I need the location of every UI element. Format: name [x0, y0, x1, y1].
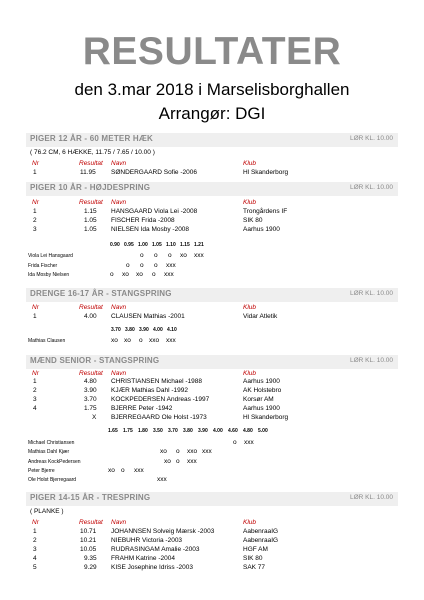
col-nr-header: Nr	[32, 519, 39, 526]
row-nr: 4	[33, 405, 37, 412]
row-name: KOCKPEDERSEN Andreas -1997	[111, 396, 210, 403]
attempt-mark: xo	[136, 271, 143, 278]
row-result: 4.80	[84, 378, 97, 385]
row-club: SAK 77	[243, 564, 266, 571]
section-time: LØR KL. 10.00	[350, 135, 393, 142]
height-label: 3.80	[183, 428, 193, 434]
row-club: HGF AM	[243, 546, 268, 553]
attempt-athlete: Peter Bjerre	[28, 468, 55, 474]
height-label: 4.00	[213, 428, 223, 434]
attempt-mark: xxx	[194, 252, 204, 259]
row-result: 3.70	[84, 396, 97, 403]
row-nr: 2	[33, 537, 37, 544]
col-name-header: Navn	[111, 199, 127, 206]
section-heading: PIGER 10 ÅR - HØJDESPRING	[30, 183, 151, 192]
row-club: AabenraaIG	[243, 537, 279, 544]
row-name: BJERRE Peter -1942	[111, 405, 173, 412]
row-nr: 2	[33, 217, 37, 224]
height-label: 3.80	[125, 327, 135, 333]
attempt-mark: xxo	[187, 448, 198, 455]
row-club: Hl Skanderborg	[243, 414, 289, 421]
attempt-mark: o	[168, 252, 172, 259]
height-label: 1.15	[180, 242, 190, 248]
section-heading: PIGER 12 ÅR - 60 METER HÆK	[30, 134, 154, 143]
row-name: KISE Josephine Idriss -2003	[111, 564, 194, 571]
attempt-mark: xxx	[187, 458, 197, 465]
attempt-athlete: Mathias Clausen	[28, 338, 66, 344]
col-nr-header: Nr	[32, 370, 39, 377]
attempt-mark: xxx	[157, 476, 167, 483]
attempt-athlete: Ida Mosby Nielsen	[28, 272, 70, 278]
row-result: 10.05	[80, 546, 97, 553]
row-club: Vidar Atletik	[243, 313, 278, 320]
section-header	[26, 288, 398, 302]
row-result: 1.05	[84, 226, 97, 233]
col-name-header: Navn	[111, 160, 127, 167]
attempt-mark: xxx	[202, 448, 212, 455]
col-result-header: Resultat	[79, 160, 103, 167]
row-club: Trongårdens IF	[243, 208, 288, 215]
row-name: KJÆR Mathias Dahl -1992	[111, 387, 188, 394]
col-name-header: Navn	[111, 370, 127, 377]
col-club-header: Klub	[243, 519, 257, 526]
attempt-mark: xxo	[149, 337, 160, 344]
height-label: 4.60	[228, 428, 238, 434]
event-subtitle: den 3.mar 2018 i Marselisborghallen	[74, 80, 350, 99]
section-time: LØR KL. 10.00	[350, 184, 393, 191]
section-time: LØR KL. 10.00	[350, 290, 393, 297]
attempt-mark: o	[140, 252, 144, 259]
row-club: SIK 80	[243, 555, 263, 562]
row-result: 4.00	[84, 313, 97, 320]
col-club-header: Klub	[243, 370, 257, 377]
row-club: Aarhus 1900	[243, 378, 280, 385]
row-result: X	[92, 414, 97, 421]
row-result: 1.15	[84, 208, 97, 215]
attempt-mark: xxx	[164, 271, 174, 278]
height-label: 4.00	[153, 327, 163, 333]
attempt-mark: o	[140, 262, 144, 269]
section-header	[26, 492, 398, 506]
row-name: CHRISTIANSEN Michael -1988	[111, 378, 203, 385]
height-label: 3.90	[198, 428, 208, 434]
section-header	[26, 182, 398, 196]
attempt-athlete: Andreas KockPedersen	[28, 459, 81, 465]
height-label: 0.95	[124, 242, 134, 248]
height-label: 1.75	[123, 428, 133, 434]
page-title: RESULTATER	[82, 30, 342, 73]
row-result: 9.35	[84, 555, 97, 562]
col-nr-header: Nr	[32, 160, 39, 167]
attempt-athlete: Ole Holst Bjerregaard	[28, 477, 77, 483]
attempt-mark: xo	[160, 448, 167, 455]
col-result-header: Resultat	[79, 519, 103, 526]
row-result: 11.95	[80, 169, 96, 176]
height-label: 1.80	[138, 428, 148, 434]
row-nr: 2	[33, 387, 37, 394]
row-nr: 1	[33, 378, 37, 385]
section-header	[26, 133, 398, 147]
height-label: 4.10	[167, 327, 177, 333]
attempt-mark: o	[152, 271, 156, 278]
section-heading: DRENGE 16-17 ÅR - STANGSPRING	[30, 289, 172, 298]
attempt-mark: o	[233, 439, 237, 446]
col-name-header: Navn	[111, 519, 127, 526]
height-label: 5.00	[258, 428, 268, 434]
attempt-mark: xo	[164, 458, 171, 465]
attempt-mark: o	[176, 448, 180, 455]
height-label: 1.65	[108, 428, 118, 434]
height-label: 1.10	[166, 242, 176, 248]
row-name: JOHANNSEN Solveig Mærsk -2003	[111, 528, 215, 535]
col-club-header: Klub	[243, 160, 257, 167]
height-label: 1.05	[152, 242, 162, 248]
col-result-header: Resultat	[79, 199, 103, 206]
height-label: 3.90	[139, 327, 149, 333]
section-time: LØR KL. 10.00	[350, 357, 393, 364]
attempt-athlete: Frida Fischer	[28, 263, 58, 269]
row-nr: 5	[33, 564, 37, 571]
row-club: Aarhus 1900	[243, 226, 280, 233]
row-club: AK Holstebro	[243, 387, 282, 394]
col-nr-header: Nr	[32, 304, 39, 311]
row-name: NIELSEN Ida Mosby -2008	[111, 226, 190, 233]
row-nr: 3	[33, 396, 37, 403]
row-name: FRAHM Katrine -2004	[111, 555, 175, 562]
row-club: SIK 80	[243, 217, 263, 224]
col-club-header: Klub	[243, 304, 257, 311]
section-heading: PIGER 14-15 ÅR - TRESPRING	[30, 493, 151, 502]
attempt-mark: xxx	[166, 262, 176, 269]
attempt-mark: o	[121, 467, 125, 474]
row-nr: 1	[33, 528, 37, 535]
section-note: ( PLANKE )	[30, 508, 64, 515]
attempt-mark: xo	[108, 467, 115, 474]
attempt-mark: o	[126, 262, 130, 269]
attempt-mark: xxx	[134, 467, 144, 474]
attempt-mark: xxx	[244, 439, 254, 446]
attempt-athlete: Viola Lei Hansgaard	[28, 253, 73, 259]
attempt-mark: o	[176, 458, 180, 465]
height-label: 1.21	[194, 242, 204, 248]
height-label: 3.50	[153, 428, 163, 434]
attempt-athlete: Mathias Dahl Kjær	[28, 449, 70, 455]
row-name: RUDRASINGAM Amalie -2003	[111, 546, 200, 553]
section-header	[26, 355, 398, 369]
row-result: 3.90	[84, 387, 97, 394]
row-result: 9.29	[84, 564, 97, 571]
attempt-mark: xo	[124, 337, 131, 344]
attempt-mark: o	[154, 252, 158, 259]
height-label: 4.80	[243, 428, 253, 434]
col-result-header: Resultat	[79, 370, 103, 377]
row-result: 1.05	[84, 217, 97, 224]
section-time: LØR KL. 10.00	[350, 494, 393, 501]
row-nr: 3	[33, 546, 37, 553]
col-club-header: Klub	[243, 199, 257, 206]
height-label: 0.90	[110, 242, 120, 248]
col-nr-header: Nr	[32, 199, 39, 206]
attempt-mark: o	[110, 271, 114, 278]
organizer-line: Arrangør: DGI	[158, 104, 266, 123]
row-name: NIEBUHR Victoria -2003	[111, 537, 183, 544]
row-result: 10.71	[80, 528, 97, 535]
section-note: ( 76.2 CM, 6 HÆKKE, 11.75 / 7.65 / 10.00 )	[30, 149, 155, 156]
height-label: 1.00	[138, 242, 148, 248]
attempt-mark: xo	[180, 252, 187, 259]
row-nr: 3	[33, 226, 37, 233]
row-result: 1.75	[84, 405, 97, 412]
height-label: 3.70	[168, 428, 178, 434]
attempt-mark: xxx	[166, 337, 176, 344]
attempt-mark: xo	[111, 337, 118, 344]
section-heading: MÆND SENIOR - STANGSPRING	[30, 356, 160, 365]
row-club: Korsør AM	[243, 396, 274, 403]
height-label: 3.70	[111, 327, 121, 333]
attempt-mark: o	[139, 337, 143, 344]
row-result: 10.21	[80, 537, 97, 544]
row-club: AabenraaIG	[243, 528, 279, 535]
row-club: Aarhus 1900	[243, 405, 280, 412]
row-name: FISCHER Frida -2008	[111, 217, 175, 224]
row-nr: 1	[33, 313, 37, 320]
attempt-athlete: Michael Christiansen	[28, 440, 75, 446]
row-name: SØNDERGAARD Sofie -2006	[111, 169, 197, 176]
col-name-header: Navn	[111, 304, 127, 311]
row-name: BJERREGAARD Ole Holst -1973	[111, 414, 207, 421]
attempt-mark: xo	[122, 271, 129, 278]
row-nr: 4	[33, 555, 37, 562]
row-nr: 1	[33, 169, 37, 176]
attempt-mark: o	[154, 262, 158, 269]
row-club: Hl Skanderborg	[243, 169, 289, 176]
row-name: CLAUSEN Mathias -2001	[111, 313, 185, 320]
row-name: HANSGAARD Viola Lei -2008	[111, 208, 198, 215]
row-nr: 1	[33, 208, 37, 215]
col-result-header: Resultat	[79, 304, 103, 311]
